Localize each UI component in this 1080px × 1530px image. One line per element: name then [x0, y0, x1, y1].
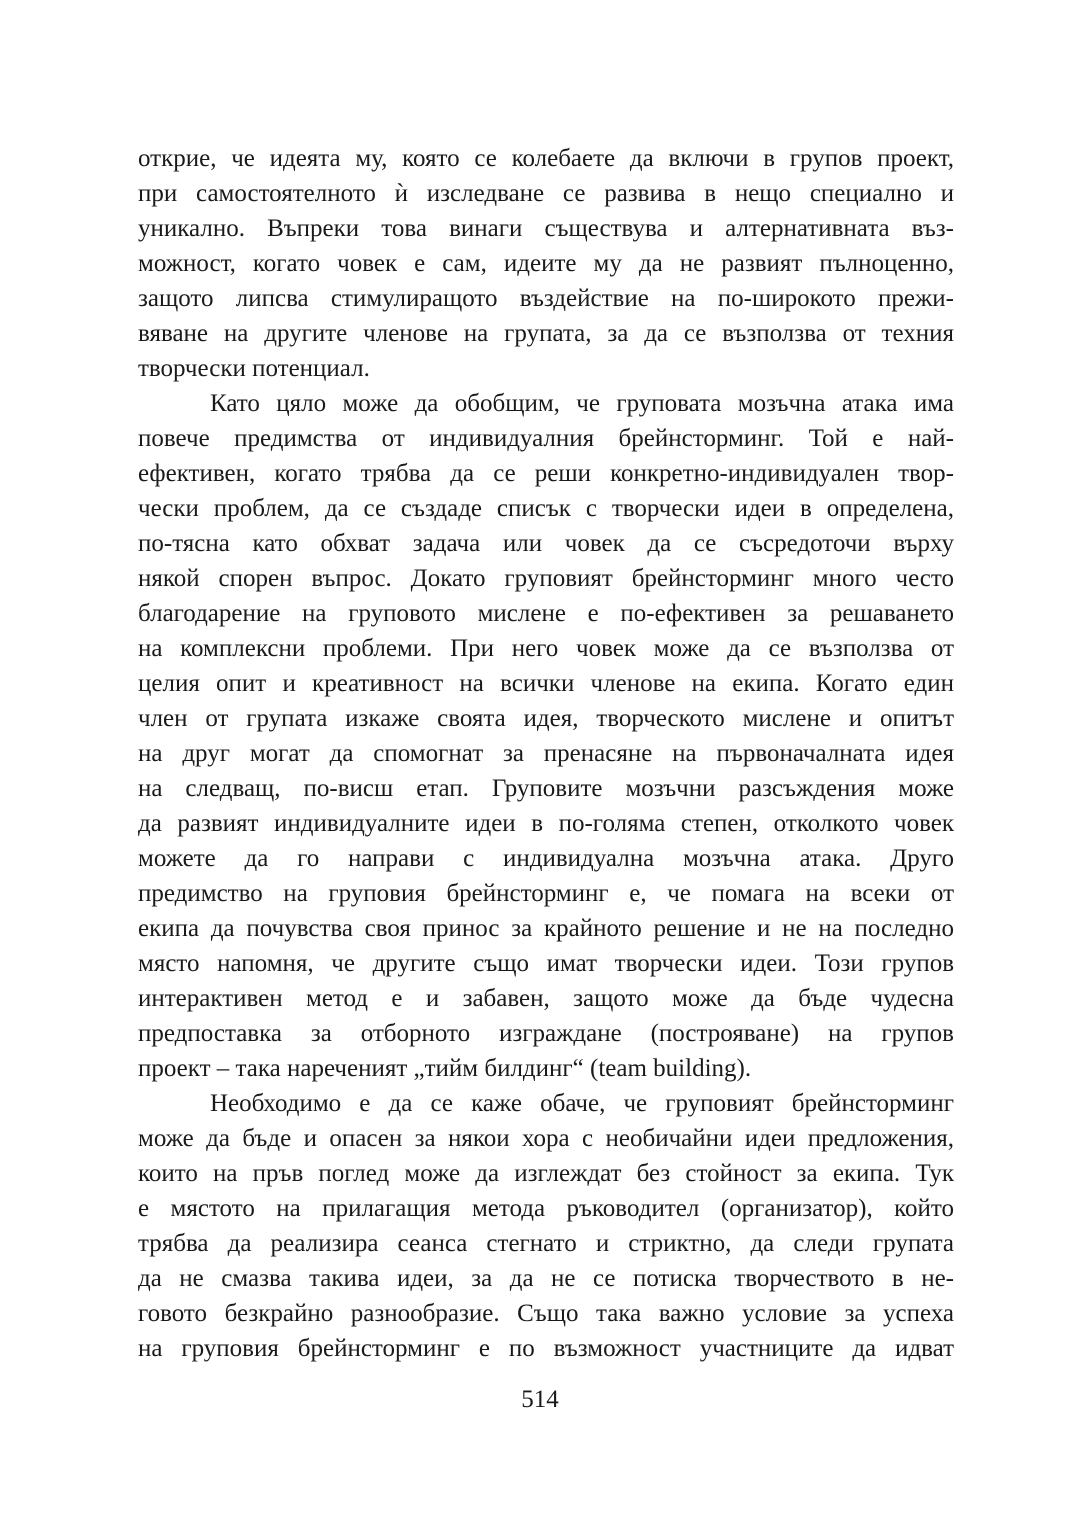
text-line: да не смазва такива идеи, за да не се потиска творчеството в не- — [138, 1265, 954, 1292]
text-line: целия опит и креативност на всички членове на екипа. Когато един — [138, 670, 954, 697]
text-line: можност, когато човек е сам, идеите му да не развият пълноценно, — [138, 250, 954, 277]
text-line: някой спорен въпрос. Докато груповият брейнсторминг много често — [138, 565, 954, 592]
text-line: трябва да реализира сеанса стегнато и стриктно, да следи групата — [138, 1230, 954, 1257]
text-line: повече предимства от индивидуалния брейнсторминг. Той е най- — [138, 425, 954, 452]
text-line: екипа да почувства своя принос за крайното решение и не на последно — [138, 915, 954, 942]
text-line: на следващ, по-висш етап. Груповите мозъчни разсъждения може — [138, 775, 954, 802]
text-line: Необходимо е да се каже обаче, че груповият брейнсторминг — [210, 1090, 954, 1117]
text-line: уникално. Въпреки това винаги съществува и алтернативната въз- — [138, 215, 954, 242]
text-line: интерактивен метод е и забавен, защото може да бъде чудесна — [138, 985, 954, 1012]
text-line: вяване на другите членове на групата, за да се възползва от техния — [138, 320, 954, 347]
text-line: по-тясна като обхват задача или човек да се съсредоточи върху — [138, 530, 954, 557]
text-line: е мястото на прилагащия метода ръководител (организатор), който — [138, 1195, 954, 1222]
text-line: проект – така нареченият „тийм билдинг“ (team building). — [138, 1055, 752, 1082]
text-line: предпоставка за отборното изграждане (построяване) на групов — [138, 1020, 954, 1047]
text-line: на комплексни проблеми. При него човек може да се възползва от — [138, 635, 954, 662]
page-number: 514 — [521, 1386, 559, 1413]
text-line: ефективен, когато трябва да се реши конкретно-индивидуален твор- — [138, 460, 954, 487]
body-text — [138, 141, 954, 1366]
text-line: творчески потенциал. — [138, 355, 370, 382]
text-line: член от групата изкаже своята идея, творческото мислене и опитът — [138, 705, 954, 732]
text-line: които на пръв поглед може да изглеждат без стойност за екипа. Тук — [138, 1160, 954, 1187]
text-line: защото липсва стимулиращото въздействие на по-широкото прежи- — [138, 285, 954, 312]
text-line: открие, че идеята му, която се колебаете да включи в групов проект, — [138, 145, 954, 172]
text-line: можете да го направи с индивидуална мозъчна атака. Друго — [138, 845, 954, 872]
text-line: на друг могат да спомогнат за пренасяне на първоначалната идея — [138, 740, 954, 767]
text-line: говото безкрайно разнообразие. Също така важно условие за успеха — [138, 1300, 954, 1327]
text-line: на груповия брейнсторминг е по възможност участниците да идват — [138, 1335, 954, 1362]
text-line: благодарение на груповото мислене е по-ефективен за решаването — [138, 600, 954, 627]
text-line: предимство на груповия брейнсторминг е, че помага на всеки от — [138, 880, 954, 907]
text-line: при самостоятелното ѝ изследване се развива в нещо специално и — [138, 180, 954, 207]
text-line: място напомня, че другите също имат творчески идеи. Този групов — [138, 950, 954, 977]
text-line: може да бъде и опасен за някои хора с необичайни идеи предложения, — [138, 1125, 954, 1152]
text-line: чески проблем, да се създаде списък с творчески идеи в определена, — [138, 495, 954, 522]
text-line: да развият индивидуалните идеи в по-голяма степен, отколкото човек — [138, 810, 954, 837]
text-line: Като цяло може да обобщим, че груповата мозъчна атака има — [210, 390, 954, 417]
